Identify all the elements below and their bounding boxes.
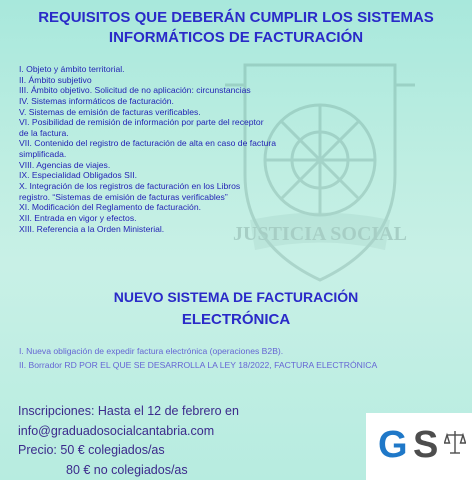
registration-info <box>18 402 348 480</box>
title-line-1: REQUISITOS QUE DEBERÁN CUMPLIR LOS SISTEMAS <box>38 9 434 26</box>
price-members: Precio: 50 € colegiados/as <box>18 443 165 457</box>
list-item: de la factura. <box>19 127 69 138</box>
balance-scale-icon <box>444 429 466 455</box>
list-item: VIII. Agencias de viajes. <box>19 159 111 170</box>
list-item: IV. Sistemas informáticos de facturación. <box>19 95 174 106</box>
list-item: X. Integración de los registros de facturación en los Libros <box>19 181 241 192</box>
list-item: II. Borrador RD POR EL QUE SE DESARROLLA LA LEY 18/2022, FACTURA ELECTRÓNICA <box>19 360 378 371</box>
list-item: VII. Contenido del registro de facturación de alta en caso de factura <box>19 138 277 149</box>
list-item: XII. Entrada en vigor y efectos. <box>19 212 137 223</box>
section2-title-line-2: ELECTRÓNICA <box>181 311 291 328</box>
list-item: XIII. Referencia a la Orden Ministerial. <box>19 223 165 234</box>
emblem-text: JUSTICIA SOCIAL <box>233 223 407 245</box>
list-item: simplificada. <box>19 149 67 160</box>
graduado-social-logo <box>366 413 472 480</box>
list-item: III. Ámbito objetivo. Solicitud de no aplicación: circunstancias <box>19 85 251 96</box>
list-item: XI. Modificación del Reglamento de facturación. <box>19 202 202 213</box>
contact-email[interactable]: info@graduadosocialcantabria.com <box>18 423 215 438</box>
logo-letter-g: G <box>378 424 406 466</box>
requirements-list <box>19 64 309 234</box>
list-item: I. Nueva obligación de expedir factura electrónica (operaciones B2B). <box>19 346 284 356</box>
section2-title-line-1: NUEVO SISTEMA DE FACTURACIÓN <box>113 289 359 305</box>
logo-letter-s: S <box>413 424 439 466</box>
title-line-2: INFORMÁTICOS DE FACTURACIÓN <box>108 29 364 46</box>
list-item: I. Objeto y ámbito territorial. <box>19 64 125 74</box>
list-item: IX. Especialidad Obligados SII. <box>19 170 137 181</box>
list-item: registro. “Sistemas de emisión de facturas verificables” <box>19 191 228 202</box>
page-title <box>0 8 472 48</box>
list-item: II. Ámbito subjetivo <box>19 74 92 85</box>
section2-list <box>19 345 379 373</box>
list-item: VI. Posibilidad de remisión de información por parte del receptor <box>19 117 264 128</box>
registration-text: Inscripciones: Hasta el 12 de febrero en <box>18 404 239 418</box>
price-non-members: 80 € no colegiados/as <box>66 462 188 477</box>
list-item: V. Sistemas de emisión de facturas verificables. <box>19 106 201 117</box>
